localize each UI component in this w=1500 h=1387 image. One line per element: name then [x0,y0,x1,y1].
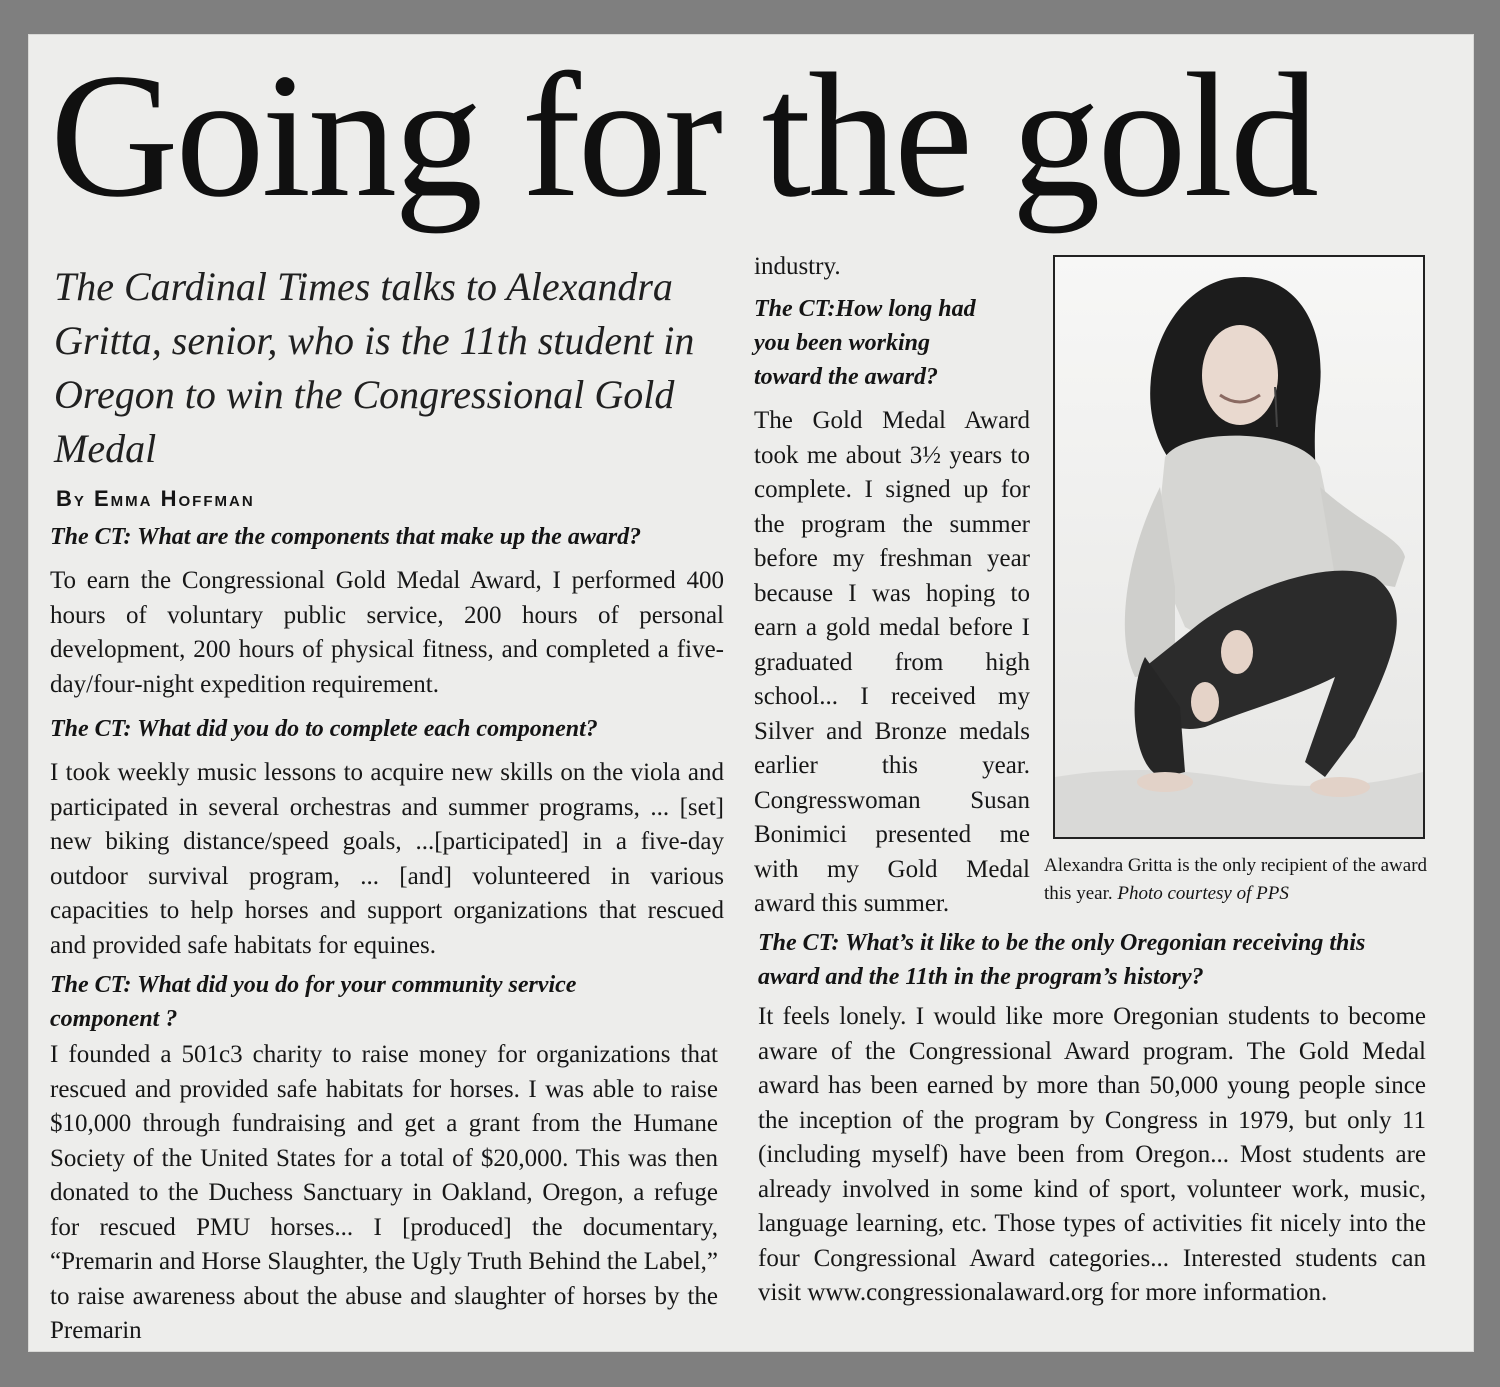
newspaper-clipping [28,34,1474,1352]
answer-components: To earn the Congressional Gold Medal Award, I performed 400 hours of voluntary public service, 200 hours of personal development, 200 hours of physical fitness, and completed a five-day/four-night expedition requirement. [50,567,724,698]
photo-of-alexandra-gritta [1053,255,1425,839]
portrait-image [1055,257,1423,837]
question-components: The CT: What are the components that make up the award? [50,524,642,550]
answer-community-service-continued: industry. [754,253,841,280]
answer-each-component: I took weekly music lessons to acquire new skills on the viola and participated in several orchestras and summer programs, ... [set] new biking distance/speed goals, ...[participated] in a five-day outdoor survival program, ... [and] volunteered in various capacities to help horses and support organizations that rescued and provided safe habitats for equines. [50,759,724,959]
subheadline: The Cardinal Times talks to Alexandra Gritta, senior, who is the 11th student in Oregon to win the Congressional Gold Medal [54,264,695,471]
caption-text: Alexandra Gritta is the only recipient of the award this year. [1044,855,1428,904]
answer-how-long: The Gold Medal Award took me about 3½ years to complete. I signed up for the program the summer before my freshman year because I was hoping to earn a gold medal before I graduated from high school... I received my Silver and Bronze medals earlier this year. Congresswoman Susan Bonimici presented me with my Gold Medal award this summer. [754,407,1030,917]
question-community-service: The CT: What did you do for your community service component ? [50,972,577,1032]
question-each-component: The CT: What did you do to complete each component? [50,716,598,742]
photo-caption [1044,852,1444,908]
headline: Going for the gold [50,36,1316,234]
question-only-oregonian: The CT: What’s it like to be the only Oregonian receiving this award and the 11th in the program’s history? [758,930,1366,990]
answer-community-service: I founded a 501c3 charity to raise money for organizations that rescued and provided safe habitats for horses. I was able to raise $10,000 through fundraising and get a grant from the Humane Society of the United States for a total of $20,000. This was then donated to the Duchess Sanctuary in Oakland, Oregon, a refuge for rescued PMU horses... I [produced] the documentary, “Premarin and Horse Slaughter, the Ugly Truth Behind the Label,” to raise awareness about the abuse and slaughter of horses by the Premarin [50,1041,718,1344]
photo-credit: Photo courtesy of PPS [1117,883,1289,904]
byline: By Emma Hoffman [56,486,255,511]
question-how-long: The CT:How long had you been working toward the award? [754,296,976,390]
answer-only-oregonian: It feels lonely. I would like more Oregonian students to become aware of the Congressional Award program. The Gold Medal award has been earned by more than 50,000 young people since the inception of the program by Congress in 1979, but only 11 (including myself) have been from Oregon... Most students are already involved in some kind of sport, volunteer work, music, language learning, etc. Those types of activities fit nicely into the four Congressional Award categories... Interested students can visit www.congressionalaward.org for more information. [758,1003,1426,1306]
